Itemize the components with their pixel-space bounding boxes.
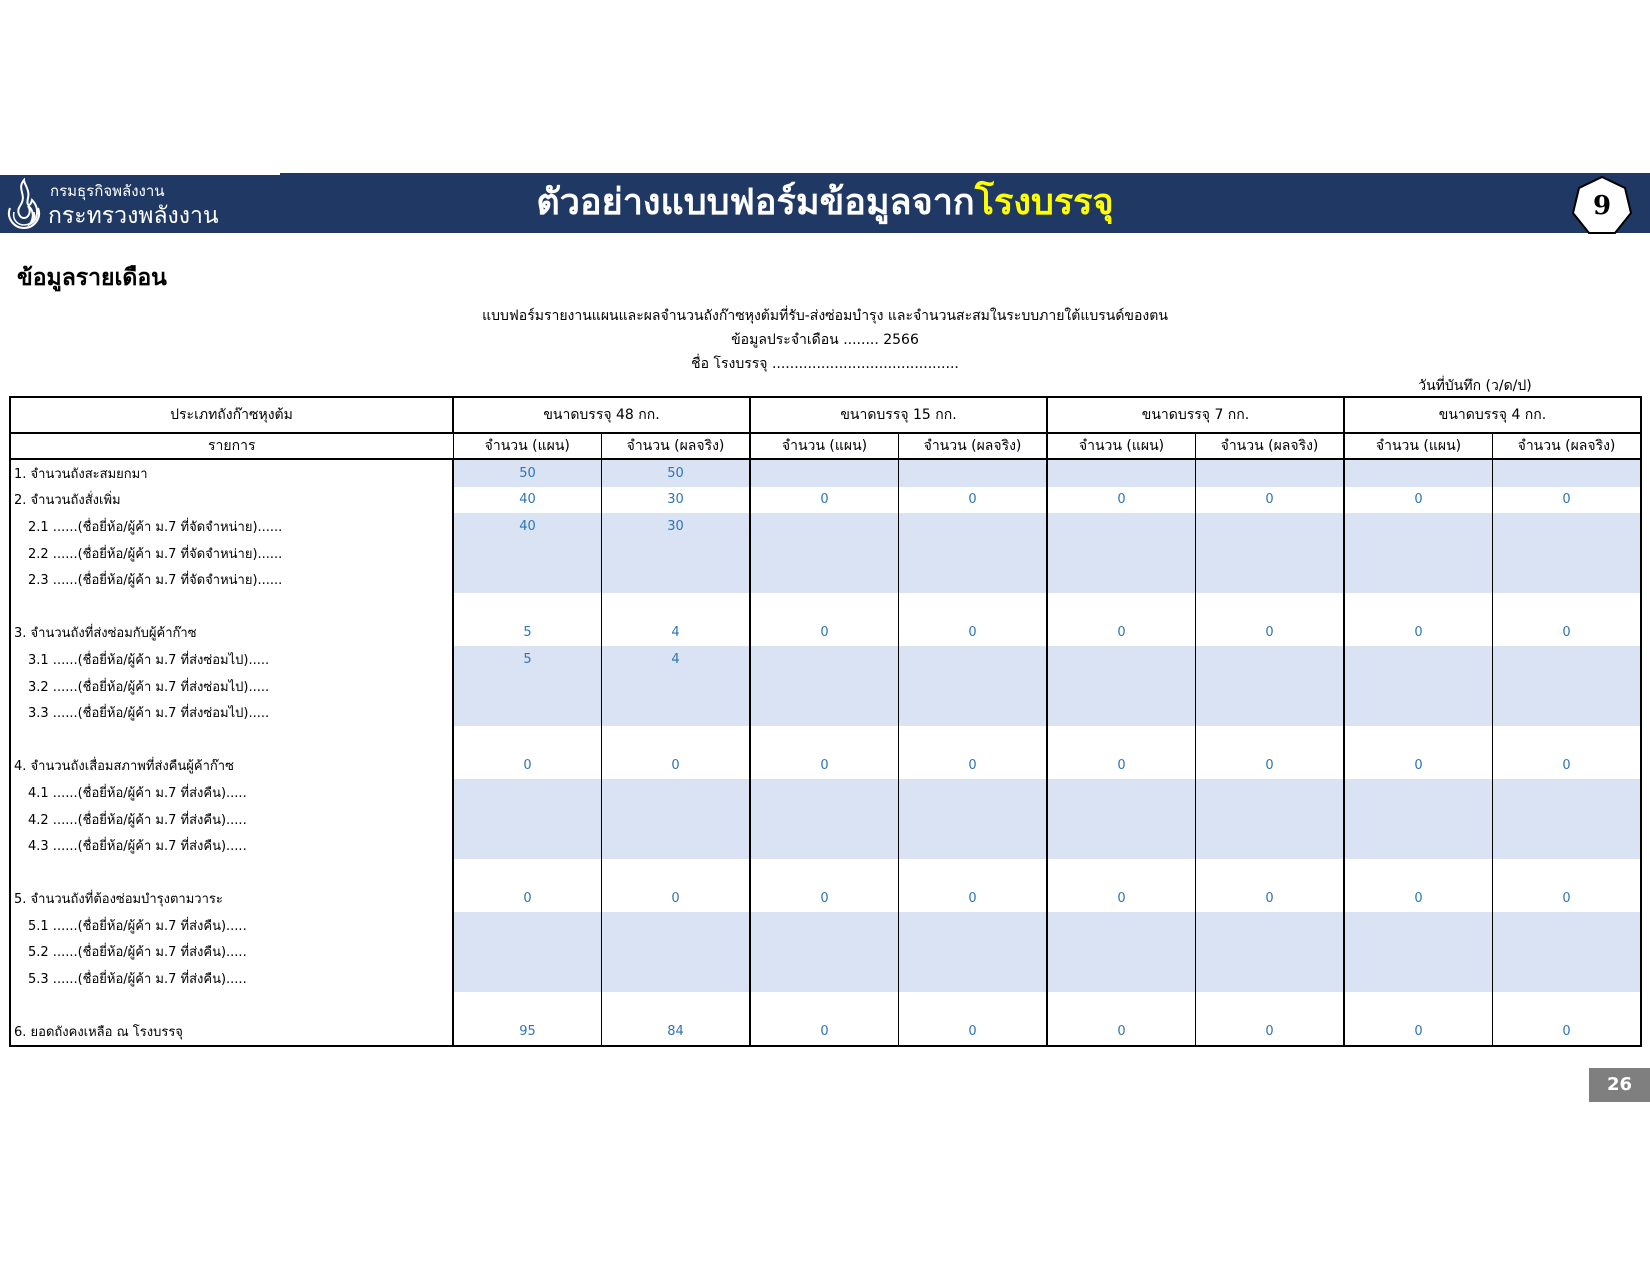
actual-cell[interactable] [602,593,751,620]
actual-cell[interactable] [1196,992,1345,1019]
table-row [10,779,1641,806]
report-table-body [10,459,1641,1046]
plan-cell[interactable]: 0 [750,487,899,514]
actual-cell[interactable]: 0 [1493,753,1642,780]
plan-cell[interactable]: 0 [750,753,899,780]
actual-cell[interactable] [899,593,1048,620]
actual-cell[interactable] [1196,540,1345,567]
table-row [10,513,1641,540]
plan-cell[interactable] [1344,806,1493,833]
actual-cell[interactable] [602,699,751,726]
row-label: 2.2 ......(ชื่อยี่ห้อ/ผู้ค้า ม.7 ที่จัดจำหน่าย)...... [10,540,453,567]
actual-cell[interactable] [1196,832,1345,859]
table-row [10,753,1641,780]
actual-cell[interactable] [1493,566,1642,593]
actual-cell[interactable] [1493,806,1642,833]
plan-cell[interactable] [1047,965,1196,992]
actual-header: จำนวน (ผลจริง) [1196,433,1345,459]
table-row [10,620,1641,647]
plan-cell[interactable] [1047,513,1196,540]
plan-cell[interactable] [1047,566,1196,593]
plan-cell[interactable] [453,832,602,859]
actual-cell[interactable]: 0 [899,886,1048,913]
plan-cell[interactable] [453,726,602,753]
actual-header: จำนวน (ผลจริง) [1493,433,1642,459]
actual-cell[interactable] [602,566,751,593]
plan-cell[interactable] [750,912,899,939]
plan-cell[interactable] [1047,912,1196,939]
section-title: ข้อมูลรายเดือน [17,265,167,291]
size-header: ขนาดบรรจุ 7 กก. [1047,397,1344,433]
plan-cell[interactable]: 0 [1047,753,1196,780]
actual-cell[interactable] [602,965,751,992]
actual-cell[interactable] [1493,593,1642,620]
plan-cell[interactable] [750,859,899,886]
actual-cell[interactable] [602,992,751,1019]
row-label: 2.1 ......(ชื่อยี่ห้อ/ผู้ค้า ม.7 ที่จัดจำหน่าย)...... [10,513,453,540]
plan-cell[interactable] [1344,992,1493,1019]
plan-cell[interactable]: 0 [750,620,899,647]
plan-header: จำนวน (แผน) [1047,433,1196,459]
actual-cell[interactable] [1493,726,1642,753]
page-number: 26 [1589,1068,1650,1102]
plan-cell[interactable] [453,992,602,1019]
plan-cell[interactable] [750,779,899,806]
plan-cell[interactable] [1344,699,1493,726]
actual-cell[interactable] [1493,459,1642,487]
spacer-row [10,726,1641,753]
actual-cell[interactable] [1493,646,1642,673]
row-label [10,726,453,753]
plan-cell[interactable] [1047,646,1196,673]
plan-cell[interactable] [453,673,602,700]
actual-cell[interactable] [602,540,751,567]
plan-cell[interactable]: 0 [1047,620,1196,647]
actual-cell[interactable] [1493,513,1642,540]
row-label: 1. จำนวนถังสะสมยกมา [10,459,453,487]
actual-cell[interactable] [1196,646,1345,673]
plan-header: จำนวน (แผน) [1344,433,1493,459]
actual-cell[interactable] [899,646,1048,673]
plan-cell[interactable]: 5 [453,620,602,647]
actual-cell[interactable]: 4 [602,620,751,647]
plan-cell[interactable] [453,859,602,886]
actual-cell[interactable] [1196,939,1345,966]
actual-cell[interactable] [1493,965,1642,992]
plan-cell[interactable] [1047,806,1196,833]
actual-cell[interactable] [1196,459,1345,487]
plan-cell[interactable] [1047,673,1196,700]
plan-cell[interactable] [750,992,899,1019]
row-label: 6. ยอดถังคงเหลือ ณ โรงบรรจุ [10,1018,453,1046]
plan-cell[interactable]: 0 [750,886,899,913]
plan-header: จำนวน (แผน) [750,433,899,459]
actual-cell[interactable]: 0 [899,620,1048,647]
page-title [0,180,1650,226]
plan-cell[interactable] [750,699,899,726]
plan-cell[interactable] [1344,459,1493,487]
actual-cell[interactable]: 0 [899,1018,1048,1046]
row-label: 5.3 ......(ชื่อยี่ห้อ/ผู้ค้า ม.7 ที่ส่งคืน)..... [10,965,453,992]
actual-cell[interactable]: 50 [602,459,751,487]
org-name-department: กรมธุรกิจพลังงาน [50,182,165,200]
plan-cell[interactable] [1344,566,1493,593]
plan-cell[interactable]: 0 [1344,1018,1493,1046]
step-badge-number: 9 [1592,191,1612,221]
plan-cell[interactable] [1344,593,1493,620]
plan-cell[interactable] [750,832,899,859]
plan-cell[interactable]: 0 [1344,886,1493,913]
plan-cell[interactable] [1047,859,1196,886]
actual-header: จำนวน (ผลจริง) [899,433,1048,459]
row-label: 4.1 ......(ชื่อยี่ห้อ/ผู้ค้า ม.7 ที่ส่งคืน)..... [10,779,453,806]
plan-cell[interactable] [1344,965,1493,992]
actual-cell[interactable]: 30 [602,513,751,540]
row-label [10,593,453,620]
actual-cell[interactable] [899,540,1048,567]
org-name-ministry: กระทรวงพลังงาน [48,203,219,229]
tank-type-header: ประเภทถังก๊าซหุงต้ม [10,397,453,433]
header-divider [0,173,280,175]
actual-cell[interactable] [899,992,1048,1019]
table-row [10,965,1641,992]
plan-cell[interactable] [1047,779,1196,806]
plan-cell[interactable]: 40 [453,513,602,540]
size-header: ขนาดบรรจุ 48 กก. [453,397,750,433]
plan-cell[interactable] [1047,832,1196,859]
plan-cell[interactable] [453,806,602,833]
report-table [9,396,1642,1047]
page-title-main: ตัวอย่างแบบฟอร์มข้อมูลจาก [536,182,975,223]
plan-cell[interactable] [750,726,899,753]
plan-cell[interactable] [453,779,602,806]
actual-cell[interactable] [1493,912,1642,939]
table-row [10,540,1641,567]
actual-cell[interactable] [602,912,751,939]
actual-cell[interactable] [1196,965,1345,992]
plan-cell[interactable] [1344,859,1493,886]
actual-cell[interactable] [1196,912,1345,939]
actual-cell[interactable] [899,832,1048,859]
plan-cell[interactable] [1047,939,1196,966]
plan-cell[interactable] [1344,673,1493,700]
row-label: 3.3 ......(ชื่อยี่ห้อ/ผู้ค้า ม.7 ที่ส่งซ่อมไป)..... [10,699,453,726]
plan-cell[interactable] [1344,912,1493,939]
spacer-row [10,859,1641,886]
plan-cell[interactable]: 95 [453,1018,602,1046]
row-label: 5.1 ......(ชื่อยี่ห้อ/ผู้ค้า ม.7 ที่ส่งคืน)..... [10,912,453,939]
plan-cell[interactable] [1344,726,1493,753]
actual-cell[interactable] [899,939,1048,966]
plan-cell[interactable]: 0 [1047,487,1196,514]
plan-cell[interactable]: 40 [453,487,602,514]
plan-cell[interactable] [1047,699,1196,726]
plan-cell[interactable] [750,593,899,620]
actual-cell[interactable]: 0 [1493,1018,1642,1046]
actual-cell[interactable]: 84 [602,1018,751,1046]
item-header: รายการ [10,433,453,459]
table-row [10,832,1641,859]
size-header: ขนาดบรรจุ 4 กก. [1344,397,1641,433]
plan-cell[interactable]: 0 [1047,886,1196,913]
actual-cell[interactable] [1493,859,1642,886]
plan-cell[interactable] [453,699,602,726]
row-label: 5.2 ......(ชื่อยี่ห้อ/ผู้ค้า ม.7 ที่ส่งคืน)..... [10,939,453,966]
table-row [10,1018,1641,1046]
actual-cell[interactable] [899,779,1048,806]
actual-cell[interactable] [1196,593,1345,620]
plan-cell[interactable] [750,540,899,567]
actual-cell[interactable] [1493,992,1642,1019]
actual-cell[interactable]: 0 [602,753,751,780]
step-badge [1571,175,1633,237]
size-header: ขนาดบรรจุ 15 กก. [750,397,1047,433]
plan-cell[interactable] [750,513,899,540]
actual-cell[interactable] [1493,540,1642,567]
form-month: ข้อมูลประจำเดือน ........ 2566 [731,332,919,348]
plan-cell[interactable] [1344,646,1493,673]
table-row [10,673,1641,700]
plan-cell[interactable] [750,673,899,700]
plan-cell[interactable] [750,566,899,593]
table-row [10,487,1641,514]
actual-cell[interactable]: 0 [1493,886,1642,913]
actual-cell[interactable] [602,832,751,859]
actual-cell[interactable]: 0 [1196,487,1345,514]
plan-header: จำนวน (แผน) [453,433,602,459]
plan-cell[interactable]: 0 [1344,620,1493,647]
actual-cell[interactable] [1493,939,1642,966]
plan-cell[interactable] [1047,459,1196,487]
row-label: 4. จำนวนถังเสื่อมสภาพที่ส่งคืนผู้ค้าก๊าซ [10,753,453,780]
row-label: 3.1 ......(ชื่อยี่ห้อ/ผู้ค้า ม.7 ที่ส่งซ่อมไป)..... [10,646,453,673]
plan-cell[interactable] [1047,593,1196,620]
plan-cell[interactable] [1047,726,1196,753]
actual-cell[interactable] [899,726,1048,753]
actual-cell[interactable]: 0 [1196,886,1345,913]
form-title: แบบฟอร์มรายงานแผนและผลจำนวนถังก๊าซหุงต้มที่รับ-ส่งซ่อมบำรุง และจำนวนสะสมในระบบภายใต้แบรนด์ของตน [482,308,1168,324]
actual-cell[interactable] [1493,673,1642,700]
actual-header: จำนวน (ผลจริง) [602,433,751,459]
actual-cell[interactable] [602,673,751,700]
actual-cell[interactable] [899,459,1048,487]
actual-cell[interactable] [1493,832,1642,859]
table-row [10,806,1641,833]
table-row [10,886,1641,913]
actual-cell[interactable] [1196,806,1345,833]
actual-cell[interactable] [899,806,1048,833]
plan-cell[interactable] [750,459,899,487]
plan-cell[interactable]: 0 [1047,1018,1196,1046]
table-row [10,566,1641,593]
actual-cell[interactable] [899,859,1048,886]
row-label: 4.3 ......(ชื่อยี่ห้อ/ผู้ค้า ม.7 ที่ส่งคืน)..... [10,832,453,859]
actual-cell[interactable]: 30 [602,487,751,514]
actual-cell[interactable] [1196,513,1345,540]
actual-cell[interactable] [602,939,751,966]
plan-cell[interactable]: 0 [750,1018,899,1046]
row-label [10,992,453,1019]
column-header-row [10,433,1641,459]
plan-cell[interactable] [453,593,602,620]
actual-cell[interactable] [899,912,1048,939]
spacer-row [10,593,1641,620]
actual-cell[interactable]: 0 [899,753,1048,780]
page-title-highlight: โรงบรรจุ [974,182,1114,223]
row-label: 2. จำนวนถังสั่งเพิ่ม [10,487,453,514]
actual-cell[interactable]: 0 [899,487,1048,514]
actual-cell[interactable] [899,699,1048,726]
row-label: 3. จำนวนถังที่ส่งซ่อมกับผู้ค้าก๊าซ [10,620,453,647]
plan-cell[interactable]: 0 [453,886,602,913]
actual-cell[interactable] [602,726,751,753]
table-row [10,646,1641,673]
plan-cell[interactable] [453,965,602,992]
actual-cell[interactable] [1493,779,1642,806]
actual-cell[interactable] [1196,699,1345,726]
plan-cell[interactable] [1047,540,1196,567]
actual-cell[interactable]: 0 [1196,1018,1345,1046]
row-label: 5. จำนวนถังที่ต้องซ่อมบำรุงตามวาระ [10,886,453,913]
record-date-label: วันที่บันทึก (ว/ด/ป) [1418,378,1532,394]
plan-cell[interactable] [453,912,602,939]
table-row [10,459,1641,487]
plan-cell[interactable] [750,646,899,673]
plan-cell[interactable]: 0 [453,753,602,780]
actual-cell[interactable] [602,859,751,886]
actual-cell[interactable]: 0 [1196,620,1345,647]
plan-cell[interactable]: 0 [1344,753,1493,780]
plan-cell[interactable] [750,806,899,833]
actual-cell[interactable] [1196,859,1345,886]
actual-cell[interactable] [1196,673,1345,700]
plan-cell[interactable] [1344,513,1493,540]
actual-cell[interactable] [1196,779,1345,806]
plan-cell[interactable] [453,540,602,567]
plan-cell[interactable]: 0 [1344,487,1493,514]
actual-cell[interactable]: 0 [1493,620,1642,647]
actual-cell[interactable] [1196,566,1345,593]
plan-cell[interactable] [1344,832,1493,859]
plan-cell[interactable] [750,939,899,966]
table-row [10,912,1641,939]
actual-cell[interactable]: 0 [1493,487,1642,514]
row-label: 4.2 ......(ชื่อยี่ห้อ/ผู้ค้า ม.7 ที่ส่งคืน)..... [10,806,453,833]
form-plant-name: ชื่อ โรงบรรจุ .......................................... [691,356,959,372]
plan-cell[interactable] [1344,540,1493,567]
actual-cell[interactable] [899,566,1048,593]
plan-cell[interactable] [1344,779,1493,806]
row-label: 3.2 ......(ชื่อยี่ห้อ/ผู้ค้า ม.7 ที่ส่งซ่อมไป)..... [10,673,453,700]
actual-cell[interactable] [899,673,1048,700]
actual-cell[interactable] [899,965,1048,992]
row-label [10,859,453,886]
actual-cell[interactable]: 0 [602,886,751,913]
actual-cell[interactable] [1196,726,1345,753]
row-label: 2.3 ......(ชื่อยี่ห้อ/ผู้ค้า ม.7 ที่จัดจำหน่าย)...... [10,566,453,593]
actual-cell[interactable]: 4 [602,646,751,673]
plan-cell[interactable] [1047,992,1196,1019]
plan-cell[interactable] [750,965,899,992]
plan-cell[interactable]: 5 [453,646,602,673]
plan-cell[interactable] [453,566,602,593]
actual-cell[interactable] [899,513,1048,540]
plan-cell[interactable] [1344,939,1493,966]
plan-cell[interactable] [453,939,602,966]
table-row [10,939,1641,966]
actual-cell[interactable] [602,779,751,806]
actual-cell[interactable]: 0 [1196,753,1345,780]
size-header-row [10,397,1641,433]
plan-cell[interactable]: 50 [453,459,602,487]
actual-cell[interactable] [602,806,751,833]
spacer-row [10,992,1641,1019]
table-row [10,699,1641,726]
actual-cell[interactable] [1493,699,1642,726]
